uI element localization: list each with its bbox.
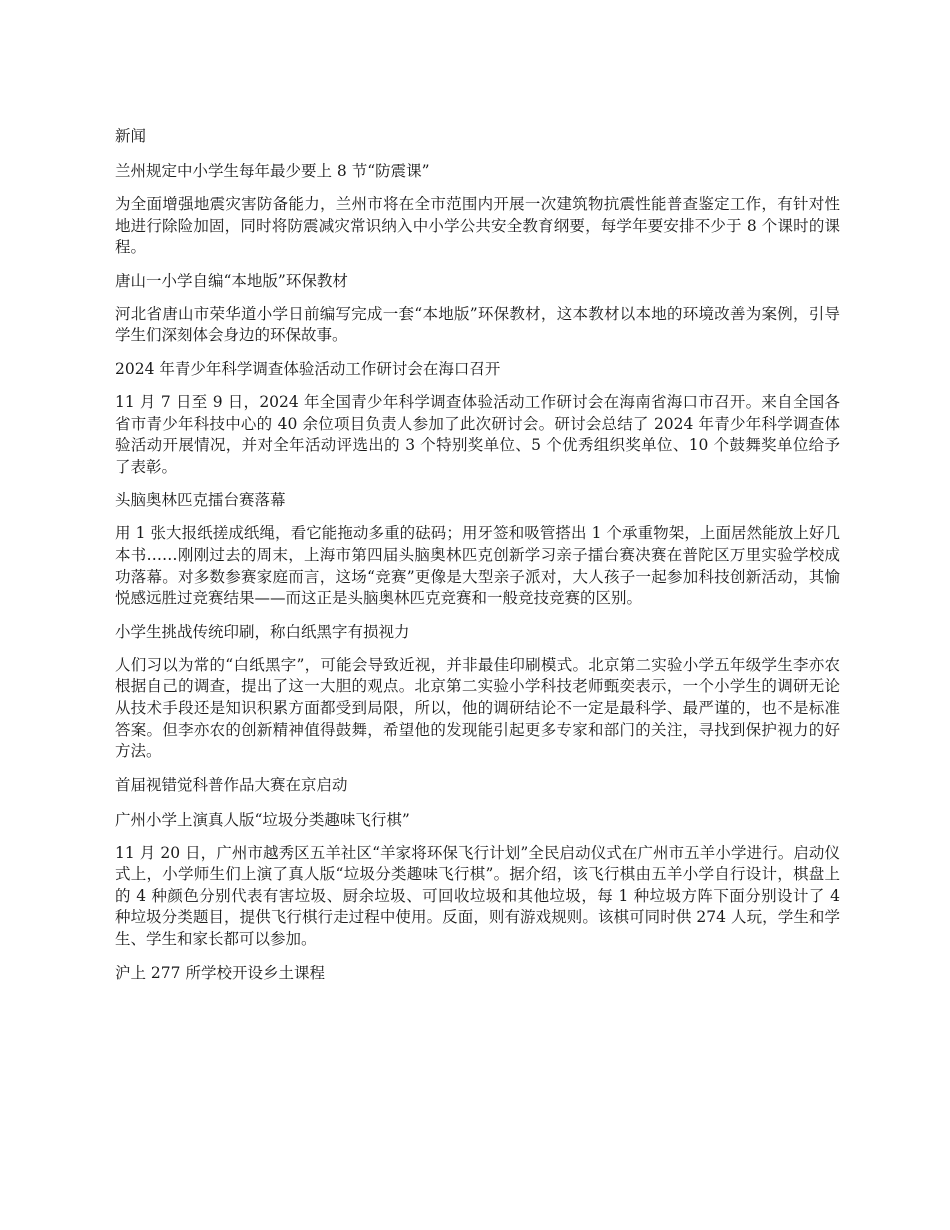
article-title: 首届视错觉科普作品大赛在京启动 [115,775,348,794]
article-body: 11 月 7 日至 9 日，2024 年全国青少年科学调查体验活动工作研讨会在海南省海口市召开。来自全国各省市青少年科技中心的 40 余位项目负责人参加了此次研讨会。研讨会总结了 2024 年青少年科学调查体验活动开展情况，并对全年活动评选出的 3 个特别奖单位、5 个优秀组织奖单位、10 个鼓舞奖单位给予了表彰。 [115,392,840,476]
section-label: 新闻 [115,127,147,145]
article-title: 广州小学上演真人版“垃圾分类趣味飞行棋” [115,810,410,829]
article-title: 2024 年青少年科学调查体验活动工作研讨会在海口召开 [115,359,501,378]
article-body: 用 1 张大报纸搓成纸绳，看它能拖动多重的砝码；用牙签和吸管搭出 1 个承重物架，上面居然能放上好几本书……刚刚过去的周末，上海市第四届头脑奥林匹克创新学习亲子擂台赛决赛在普陀区万里实验学校成功落幕。对多数参赛家庭而言，这场“竞赛”更像是大型亲子派对，大人孩子一起参加科技创新活动，其愉悦感远胜过竞赛结果——而这正是头脑奥林匹克竞赛和一般竞技竞赛的区别。 [115,524,840,608]
article-body: 人们习以为常的“白纸黑字”，可能会导致近视，并非最佳印刷模式。北京第二实验小学五年级学生李亦农根据自己的调查，提出了这一大胆的观点。北京第二实验小学科技老师甄奕表示，一个小学生的调研无论从技术手段还是知识积累方面都受到局限，所以，他的调研结论不一定是最科学、最严谨的，也不是标准答案。但李亦农的创新精神值得鼓舞，希望他的发现能引起更多专家和部门的关注，寻找到保护视力的好方法。 [115,655,840,761]
article-body: 11 月 20 日，广州市越秀区五羊社区“羊家将环保飞行计划”全民启动仪式在广州市五羊小学进行。启动仪式上，小学师生们上演了真人版“垃圾分类趣味飞行棋”。据介绍，该飞行棋由五羊小学自行设计，棋盘上的 4 种颜色分别代表有害垃圾、厨余垃圾、可回收垃圾和其他垃圾，每 1 种垃圾方阵下面分别设计了 4 种垃圾分类题目，提供飞行棋行走过程中使用。反面，则有游戏规则。该棋可同时供 274 人玩，学生和学生、学生和家长都可以参加。 [115,843,840,949]
article-title: 沪上 277 所学校开设乡土课程 [115,963,325,982]
article-title: 小学生挑战传统印刷，称白纸黑字有损视力 [115,622,410,641]
article-body: 河北省唐山市荣华道小学日前编写完成一套“本地版”环保教材，这本教材以本地的环境改善为案例，引导学生们深刻体会身边的环保故事。 [115,304,840,345]
article-title: 头脑奥林匹克擂台赛落幕 [115,491,286,510]
article-title: 唐山一小学自编“本地版”环保教材 [115,271,348,290]
article-body: 为全面增强地震灾害防备能力，兰州市将在全市范围内开展一次建筑物抗震性能普查鉴定工作，有针对性地进行除险加固，同时将防震减灾常识纳入中小学公共安全教育纲要，每学年要安排不少于 8 个课时的课程。 [115,195,840,257]
article-title: 兰州规定中小学生每年最少要上 8 节“防震课” [115,162,430,180]
document-page [115,124,840,996]
